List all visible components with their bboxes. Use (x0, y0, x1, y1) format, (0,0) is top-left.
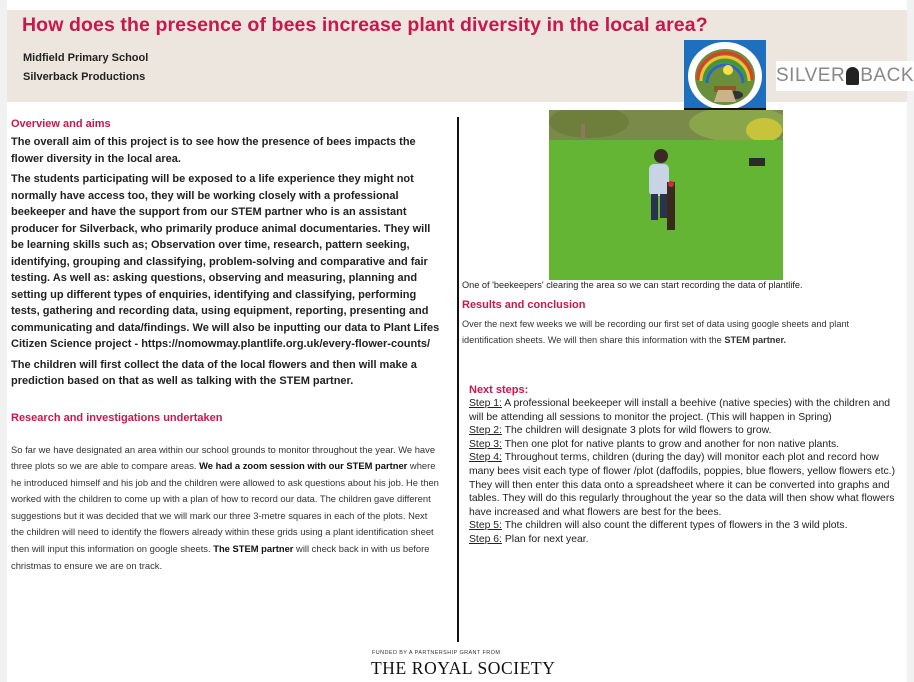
photo-caption: One of 'beekeepers' clearing the area so we can start recording the data of plantlife. (462, 280, 803, 290)
results-text-body: Over the next few weeks we will be recording our first set of data using google sheets and plant identification sheets. We will then share this information with the (462, 319, 850, 345)
step-label: Step 4: (469, 452, 502, 464)
step-text: A professional beekeeper will install a beehive (native species) with the children and will be attending all sessions to monitor the project. (This will happen in Spring) (469, 398, 891, 423)
field-photo (549, 110, 783, 280)
step-item (469, 424, 899, 438)
results-text-bold: STEM partner. (724, 335, 787, 345)
gorilla-icon (846, 67, 859, 85)
overview-plan: The children will first collect the data of the local flowers and then will make a prediction based on that as well as talking with the STEM partner. (11, 358, 417, 387)
step-label: Step 3: (469, 438, 502, 450)
step-item (469, 397, 899, 424)
step-label: Step 2: (469, 425, 502, 437)
school-crest-icon (684, 40, 766, 112)
step-label: Step 5: (469, 520, 502, 532)
step-item (469, 451, 899, 519)
research-text-bold-1: We had a zoom session with our STEM partner (199, 460, 408, 472)
research-text-2: where he introduced himself and his job and the children were allowed to ask questions about his job. He then worked with the children to come up with a plan of how to record our data. The children gave different suggestions but it was decided that we will mark our three 3-metre squares in each of the plots. Next the children will need to identify the flowers already within these grids using a plant identification sheet then will input this information on google sheets. (11, 460, 439, 555)
research-text-3: will check back in with us before christmas to ensure we are on track. (11, 543, 430, 571)
left-column (11, 118, 441, 574)
step-item (469, 438, 899, 452)
next-steps-list (469, 397, 899, 547)
research-text-bold-2: The STEM partner (213, 543, 294, 555)
research-text (11, 442, 441, 575)
step-text: Plan for next year. (501, 533, 589, 545)
silverback-logo-left: SILVER (776, 65, 846, 86)
poster-title: How does the presence of bees increase plant diversity in the local area? (22, 14, 708, 36)
child-in-field-image (549, 110, 783, 280)
results-heading: Results and conclusion (462, 299, 586, 311)
research-text-1: So far we have designated an area within our school grounds to monitor throughout the year. We have three plots so we are able to compare areas. (11, 443, 436, 472)
overview-description: The students participating will be exposed to a life experience they might not normally have access too, they will be working closely with a professional beekeeper and have the support from our STEM partner who is an assistant producer for Silverback, who primarily produce animal documentaries. They will be learning skills such as; Observation over time, research, pattern seeking, identifying, grouping and classifying, problem-solving and comparative and fair testing. As well as: asking questions, observing and measuring, planning and setting up different types of enquiries, identifying and classifying, performing tests, gathering and recording data, using equipment, reporting, presenting and communicating and data/findings. We will also be inputting our data to Plant Lifes Citizen Science project - https://nomowmay.plantlife.org.uk/every-flower-counts/ (11, 173, 440, 350)
column-divider (457, 117, 459, 642)
step-text: Throughout terms, children (during the day) will monitor each plot and record how many bees visit each type of flower /plot (daffodils, poppies, blue flowers, yellow flowers etc.) They will then enter this data onto a spreadsheet where it can be converted into graphs and tables. They will do this regularly throughout the year so the data will then show what flowers have increased and what flowers are best for the bees. (469, 452, 896, 518)
step-text: Then one plot for native plants to grow and another for non native plants. (501, 438, 840, 450)
school-name: Midfield Primary School (23, 52, 149, 64)
next-steps-heading: Next steps: (469, 384, 529, 396)
poster-header (7, 10, 914, 102)
partner-name: Silverback Productions (23, 71, 146, 83)
poster (7, 0, 914, 682)
research-heading: Research and investigations undertaken (11, 411, 223, 424)
step-label: Step 1: (469, 398, 502, 409)
step-item (469, 519, 899, 533)
step-item (469, 533, 899, 547)
step-text: The children will also count the different types of flowers in the 3 wild plots. (501, 520, 848, 532)
school-logo (684, 40, 766, 112)
silverback-logo-right: BACK (860, 65, 914, 86)
step-text: The children will designate 3 plots for wild flowers to grow. (501, 425, 772, 437)
step-label: Step 6: (469, 533, 502, 545)
results-text (462, 316, 902, 348)
overview-heading: Overview and aims (11, 118, 111, 130)
funding-note: FUNDED BY A PARTNERSHIP GRANT FROM (372, 650, 501, 656)
overview-aim: The overall aim of this project is to see how the presence of bees impacts the flower diversity in the local area. (11, 136, 416, 165)
funder-logo-text: THE ROYAL SOCIETY (371, 658, 556, 678)
silverback-logo (776, 61, 914, 91)
